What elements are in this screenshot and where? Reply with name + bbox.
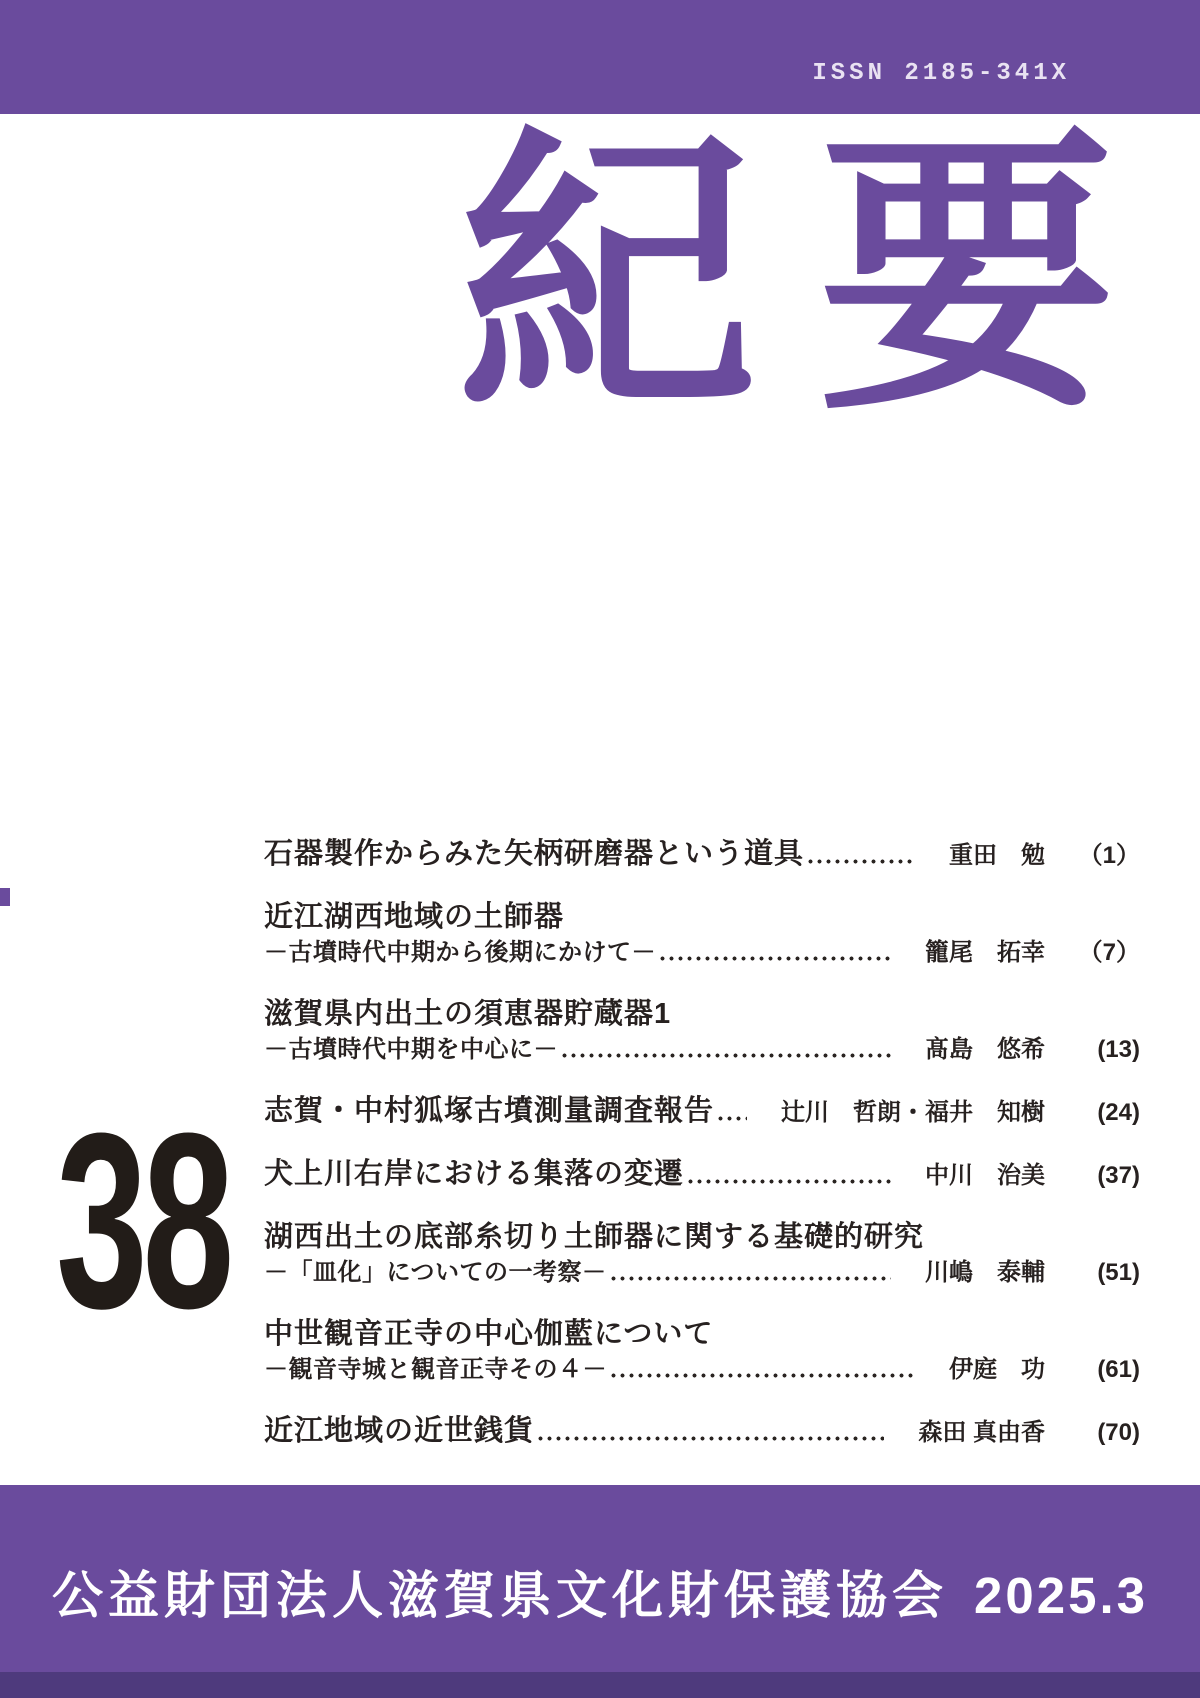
toc-title-row [264,996,1140,1033]
dotted-leader [611,1276,891,1282]
dotted-leader [688,1179,891,1185]
article-authors: 髙島 悠希 [925,1036,1045,1063]
toc-entry [264,1219,1140,1290]
dotted-leader [562,1053,891,1059]
article-page-number: (37) [1097,1162,1140,1189]
toc-entry [264,1156,1140,1193]
toc [264,836,1140,1476]
article-authors: 辻川 哲朗・福井 知樹 [781,1099,1045,1126]
article-authors: 川嶋 泰輔 [925,1259,1045,1286]
article-subtitle: －「皿化」についての一考察－ [264,1259,607,1286]
dotted-leader [660,956,891,962]
toc-entry [264,1316,1140,1387]
article-page-number: (70) [1097,1419,1140,1446]
publication-date: 2025.3 [974,1567,1148,1624]
article-title: 近江湖西地域の土師器 [264,901,565,933]
issn-number: ISSN 2185-341X [812,60,1070,87]
toc-entry-row [264,1256,1140,1290]
toc-entry-row [264,1353,1140,1387]
article-page-number: (51) [1097,1259,1140,1286]
toc-entry [264,996,1140,1067]
article-page-number: (61) [1097,1356,1140,1383]
article-authors: 重田 勉 [949,842,1045,869]
toc-title-row [264,1316,1140,1353]
left-edge-mark [0,888,10,906]
dotted-leader [718,1116,747,1122]
article-title: 志賀・中村狐塚古墳測量調査報告 [264,1095,715,1127]
article-subtitle: －観音寺城と観音正寺その４－ [264,1356,607,1383]
dotted-leader [538,1436,884,1442]
article-authors: 籠尾 拓幸 [925,939,1045,966]
toc-entry [264,836,1140,873]
article-title: 湖西出土の底部糸切り土師器に関する基礎的研究 [264,1221,925,1253]
article-title: 犬上川右岸における集落の変遷 [264,1158,685,1190]
journal-title-text: 紀要 [458,110,1178,443]
article-title: 中世観音正寺の中心伽藍について [264,1318,714,1350]
bottom-dark-strip [0,1672,1200,1698]
toc-entry-row [264,836,1140,873]
journal-title [0,110,1200,443]
article-authors: 伊庭 功 [949,1356,1045,1383]
article-title: 滋賀県内出土の須恵器貯蔵器1 [264,998,672,1030]
toc-entry-row [264,1093,1140,1130]
toc-entry-row [264,1156,1140,1193]
article-page-number: （7） [1078,939,1140,966]
toc-title-row [264,899,1140,936]
article-subtitle: －古墳時代中期を中心に－ [264,1036,558,1063]
toc-entry [264,899,1140,970]
toc-entry [264,1093,1140,1130]
article-title: 近江地域の近世銭貨 [264,1415,535,1447]
article-page-number: （1） [1078,842,1140,869]
article-title: 石器製作からみた矢柄研磨器という道具 [264,838,805,870]
volume-number: 38 [56,1081,229,1360]
publisher-line [0,1554,1200,1628]
top-purple-band [0,0,1200,114]
article-authors: 森田 真由香 [918,1419,1045,1446]
dotted-leader [808,859,915,865]
article-authors: 中川 治美 [925,1162,1045,1189]
toc-entry-row [264,936,1140,970]
toc-entry-row [264,1033,1140,1067]
publisher-name: 公益財団法人滋賀県文化財保護協会 [51,1567,948,1624]
article-subtitle: －古墳時代中期から後期にかけて－ [264,939,656,966]
dotted-leader [611,1373,915,1379]
toc-entry [264,1413,1140,1450]
toc-title-row [264,1219,1140,1256]
article-page-number: (13) [1097,1036,1140,1063]
article-page-number: (24) [1097,1099,1140,1126]
toc-entry-row [264,1413,1140,1450]
